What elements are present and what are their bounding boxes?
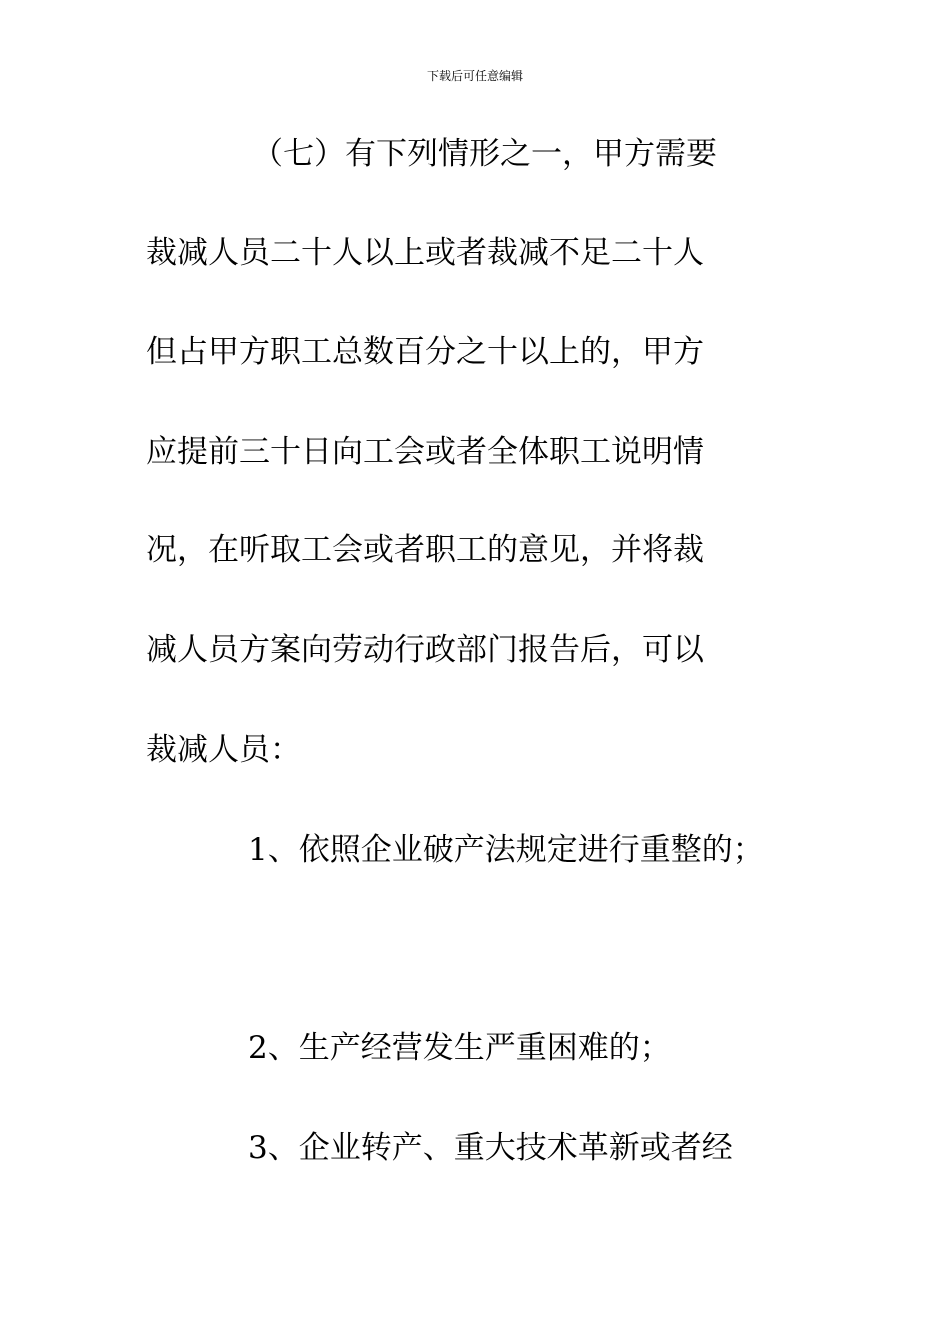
list-item: 3、企业转产、重大技术革新或者经 — [248, 1130, 733, 1166]
page-header: 下载后可任意编辑 — [426, 69, 523, 83]
list-item: 2、生产经营发生严重困难的； — [248, 1030, 671, 1066]
paragraph-line: 应提前三十日向工会或者全体职工说明情 — [146, 434, 704, 470]
paragraph-line: 但占甲方职工总数百分之十以上的，甲方 — [146, 334, 704, 370]
paragraph-line: 裁减人员： — [146, 732, 301, 768]
paragraph-line: 况，在听取工会或者职工的意见，并将裁 — [146, 532, 704, 568]
paragraph-line: 减人员方案向劳动行政部门报告后，可以 — [146, 632, 704, 668]
paragraph-line: （七）有下列情形之一，甲方需要 — [252, 136, 717, 172]
paragraph-line: 裁减人员二十人以上或者裁减不足二十人 — [146, 235, 704, 271]
list-item: 1、依照企业破产法规定进行重整的； — [248, 832, 764, 868]
